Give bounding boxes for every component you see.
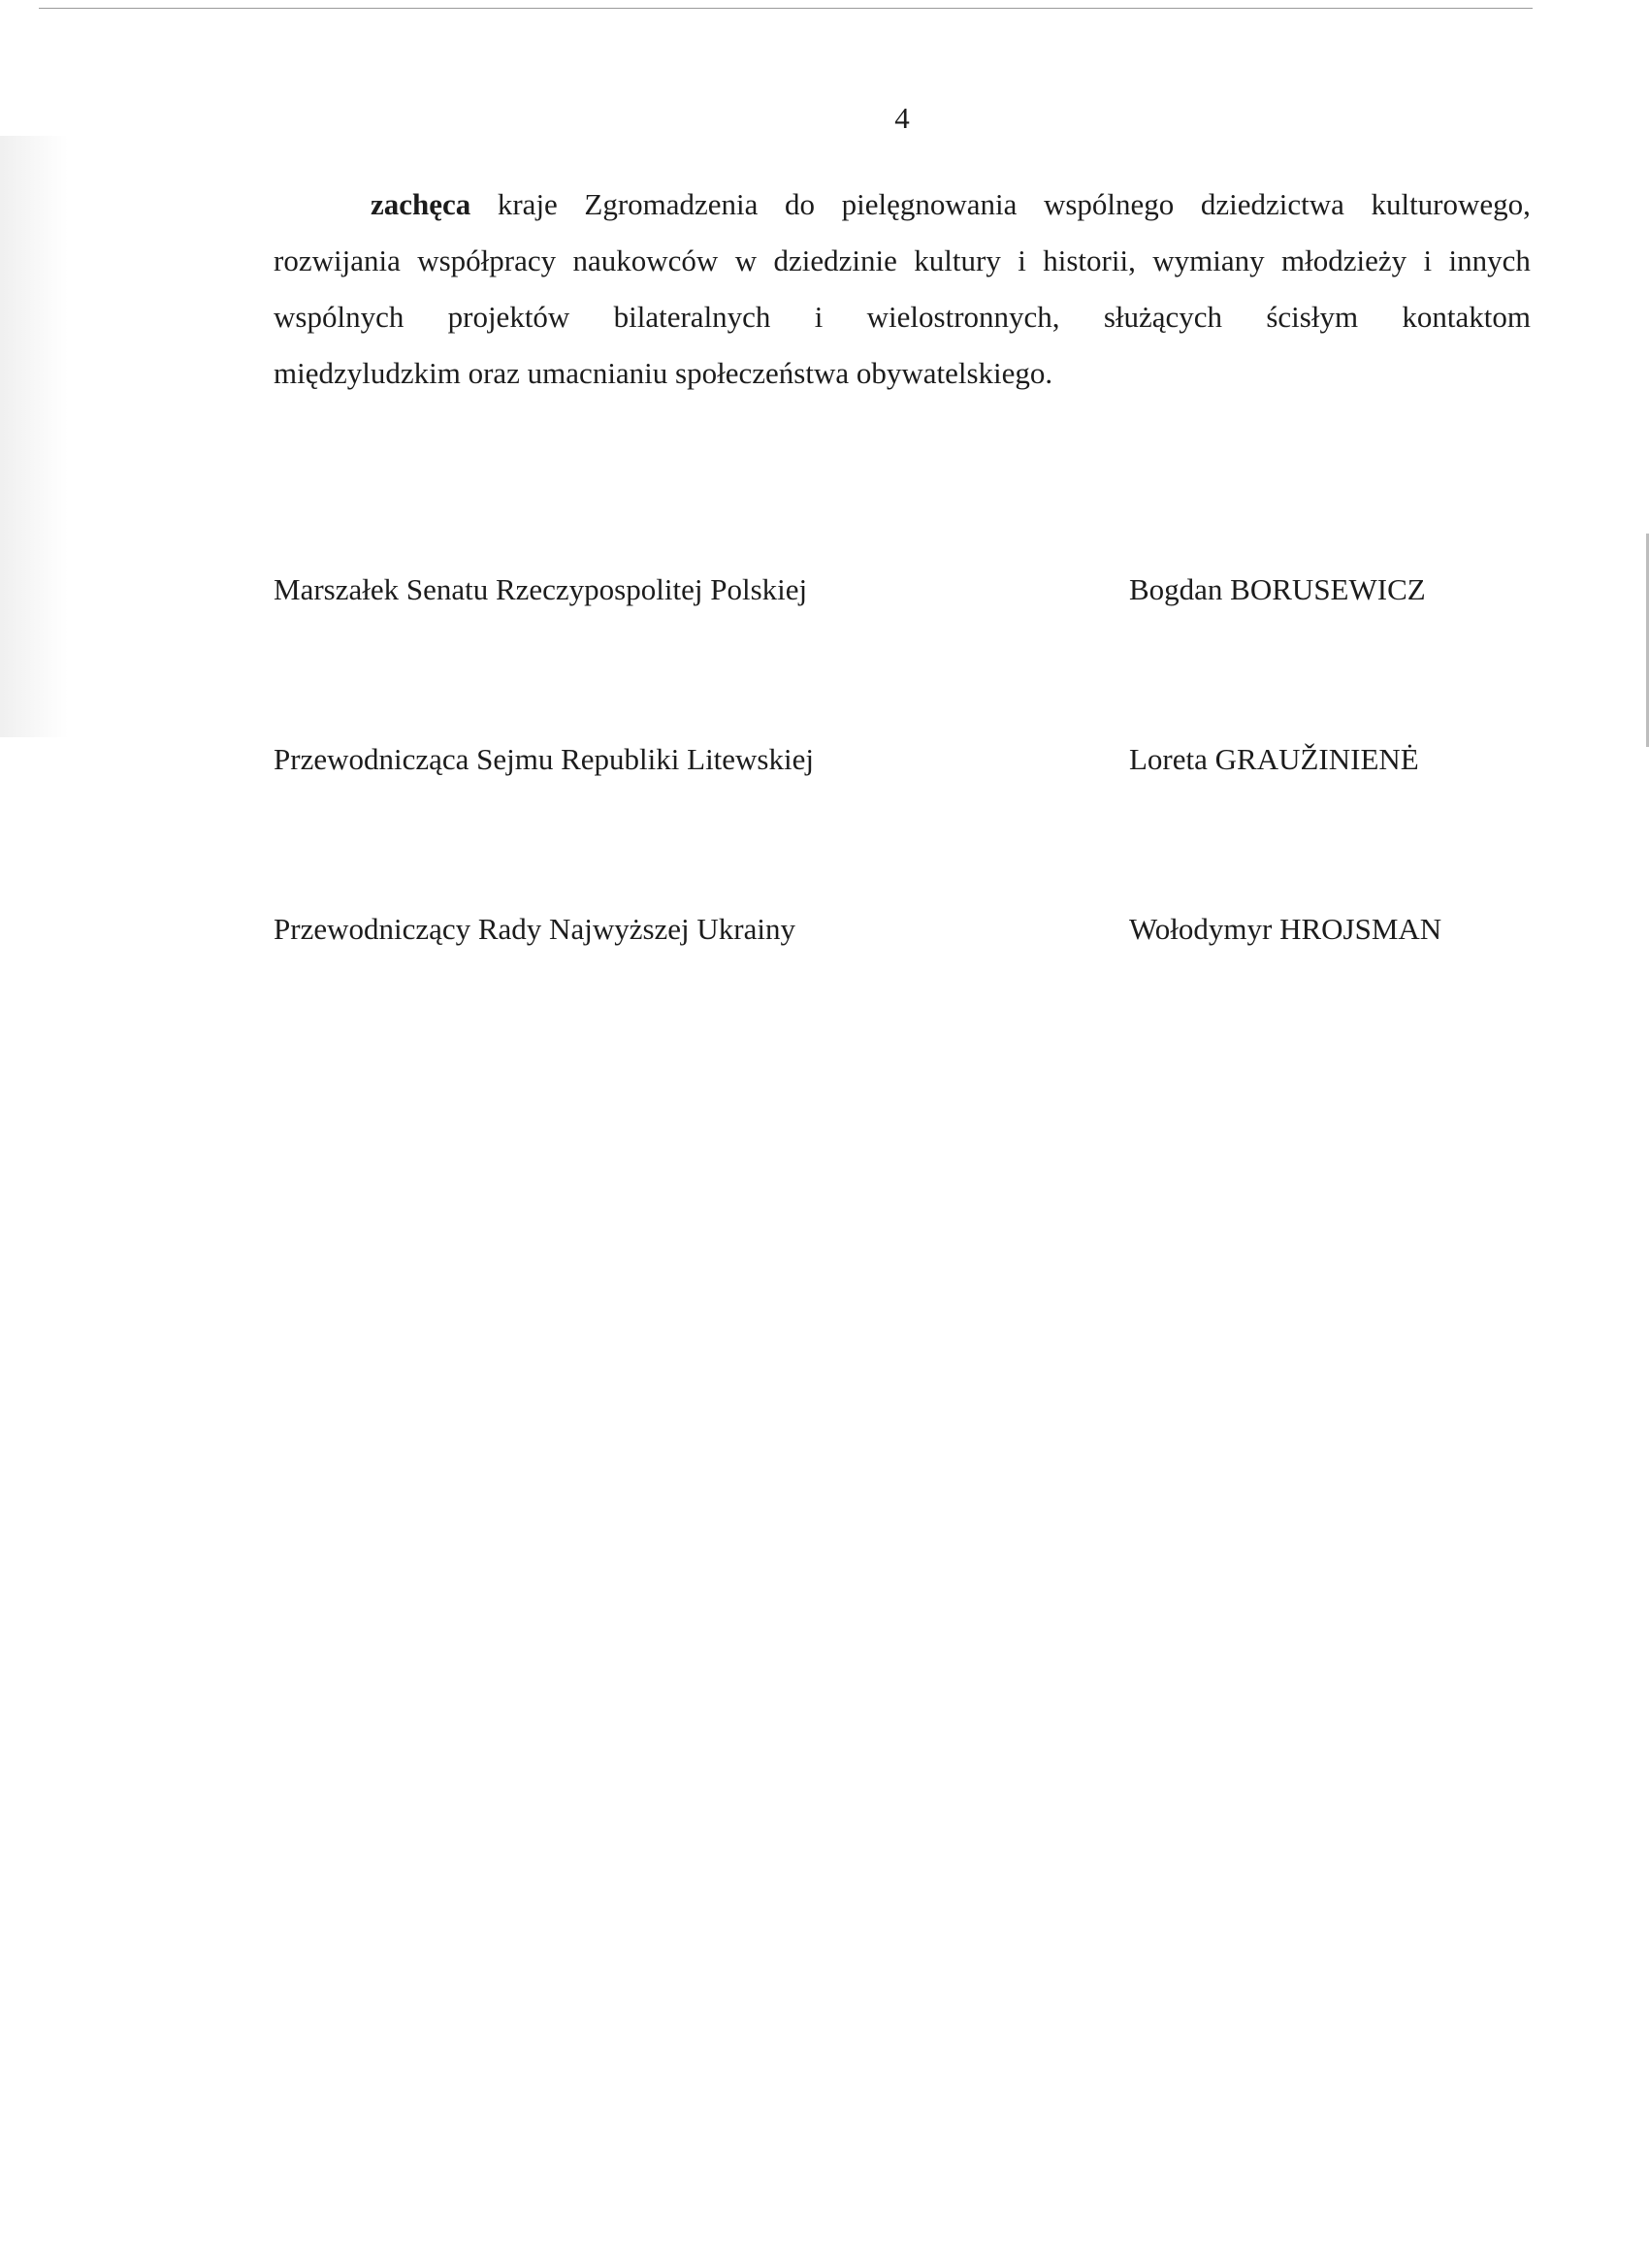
signatory-title: Marszałek Senatu Rzeczypospolitej Polskiej [274,572,808,606]
word: kraje [497,187,558,221]
word: historii, [1043,243,1136,277]
word: wymiany [1152,243,1265,277]
word: kulturowego, [1371,187,1531,221]
word: Zgromadzenia [584,187,759,221]
word: wspólnego [1043,187,1175,221]
signatory-name: Loreta GRAUŽINIENĖ [1129,742,1419,776]
word: rozwijania [274,243,401,277]
word: bilateralnych [613,300,771,334]
word: młodzieży [1280,243,1407,277]
word: do [785,187,816,221]
paragraph-line-3 [274,289,1531,345]
word: naukowców [572,243,719,277]
signatory-title: Przewodnicząca Sejmu Republiki Litewskiej [274,742,814,776]
word: i [1018,243,1026,277]
word: kontaktom [1402,300,1531,334]
word: wielostronnych, [866,300,1060,334]
signatory-name: Wołodymyr HROJSMAN [1129,912,1442,946]
word: dziedzinie [773,243,897,277]
signatory-name: Bogdan BORUSEWICZ [1129,572,1426,606]
paragraph-line-1 [274,177,1531,233]
page-number: 4 [894,101,910,135]
word: i [814,300,824,334]
word: służących [1103,300,1223,334]
paragraph-line-4 [274,345,1531,402]
word: projektów [447,300,570,334]
scan-shadow [0,136,68,737]
signatory-title: Przewodniczący Rady Najwyższej Ukrainy [274,912,795,946]
resolution-paragraph [274,177,1531,402]
word: pielęgnowania [841,187,1018,221]
word: w [734,243,758,277]
word: współpracy [417,243,557,277]
scan-edge-line [39,8,1533,9]
word: ścisłym [1266,300,1359,334]
paragraph-line-2 [274,233,1531,289]
word: i [1423,243,1433,277]
word: wspólnych [274,300,404,334]
word: kultury [914,243,1001,277]
line-text: międzyludzkim oraz umacnianiu społeczeństwa obywatelskiego. [274,356,1053,390]
word: dziedzictwa [1200,187,1344,221]
word: innych [1448,243,1531,277]
bold-verb: zachęca [371,187,471,221]
